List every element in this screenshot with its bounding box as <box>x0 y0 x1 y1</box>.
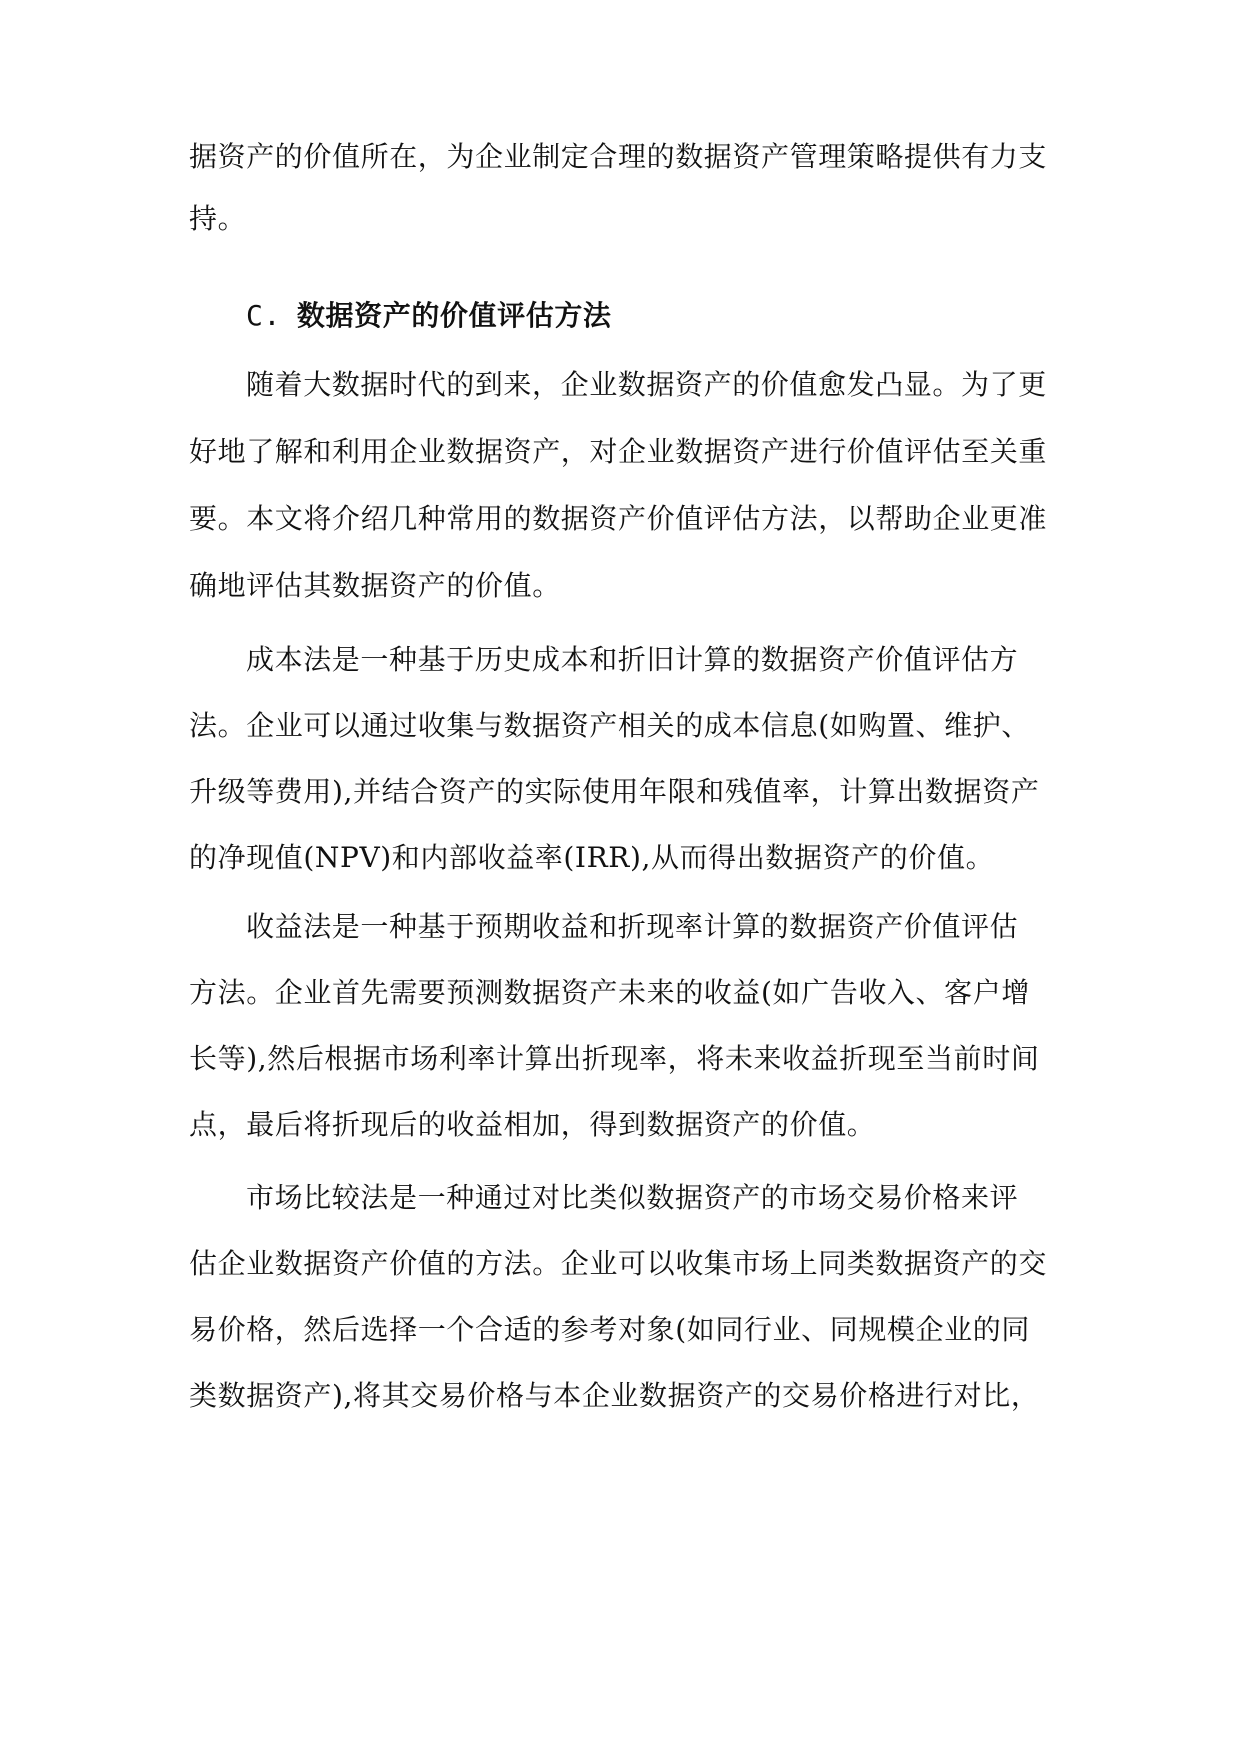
paragraph-2-line-1: 成本法是一种基于历史成本和折旧计算的数据资产价值评估方 <box>246 643 1019 676</box>
paragraph-4-line-2: 估企业数据资产价值的方法。企业可以收集市场上同类数据资产的交 <box>189 1247 1048 1280</box>
paragraph-4-line-1: 市场比较法是一种通过对比类似数据资产的市场交易价格来评 <box>246 1181 1019 1214</box>
paragraph-1-line-3: 要。本文将介绍几种常用的数据资产价值评估方法，以帮助企业更准 <box>189 502 1048 535</box>
paragraph-2-line-3: 升级等费用),并结合资产的实际使用年限和残值率，计算出数据资产 <box>189 775 1040 808</box>
paragraph-2-line-2: 法。企业可以通过收集与数据资产相关的成本信息(如购置、维护、 <box>189 709 1030 742</box>
paragraph-3-line-4: 点，最后将折现后的收益相加，得到数据资产的价值。 <box>189 1108 876 1141</box>
paragraph-1-line-1: 随着大数据时代的到来，企业数据资产的价值愈发凸显。为了更 <box>246 368 1047 401</box>
section-number: C. <box>246 299 281 332</box>
intro-line-1: 据资产的价值所在，为企业制定合理的数据资产管理策略提供有力支 <box>189 140 1048 173</box>
paragraph-4-line-4: 类数据资产),将其交易价格与本企业数据资产的交易价格进行对比， <box>189 1379 1040 1412</box>
paragraph-4-line-3: 易价格，然后选择一个合适的参考对象(如同行业、同规模企业的同 <box>189 1313 1030 1346</box>
paragraph-1-line-4: 确地评估其数据资产的价值。 <box>189 569 561 602</box>
paragraph-3-line-1: 收益法是一种基于预期收益和折现率计算的数据资产价值评估 <box>246 910 1019 943</box>
paragraph-1-line-2: 好地了解和利用企业数据资产，对企业数据资产进行价值评估至关重 <box>189 435 1048 468</box>
intro-line-2: 持。 <box>189 202 247 235</box>
paragraph-2-line-4: 的净现值(NPV)和内部收益率(IRR),从而得出数据资产的价值。 <box>189 841 995 874</box>
section-title: 数据资产的价值评估方法 <box>296 299 612 332</box>
section-heading <box>246 296 612 336</box>
paragraph-3-line-3: 长等),然后根据市场利率计算出折现率，将未来收益折现至当前时间 <box>189 1042 1040 1075</box>
paragraph-3-line-2: 方法。企业首先需要预测数据资产未来的收益(如广告收入、客户增 <box>189 976 1030 1009</box>
